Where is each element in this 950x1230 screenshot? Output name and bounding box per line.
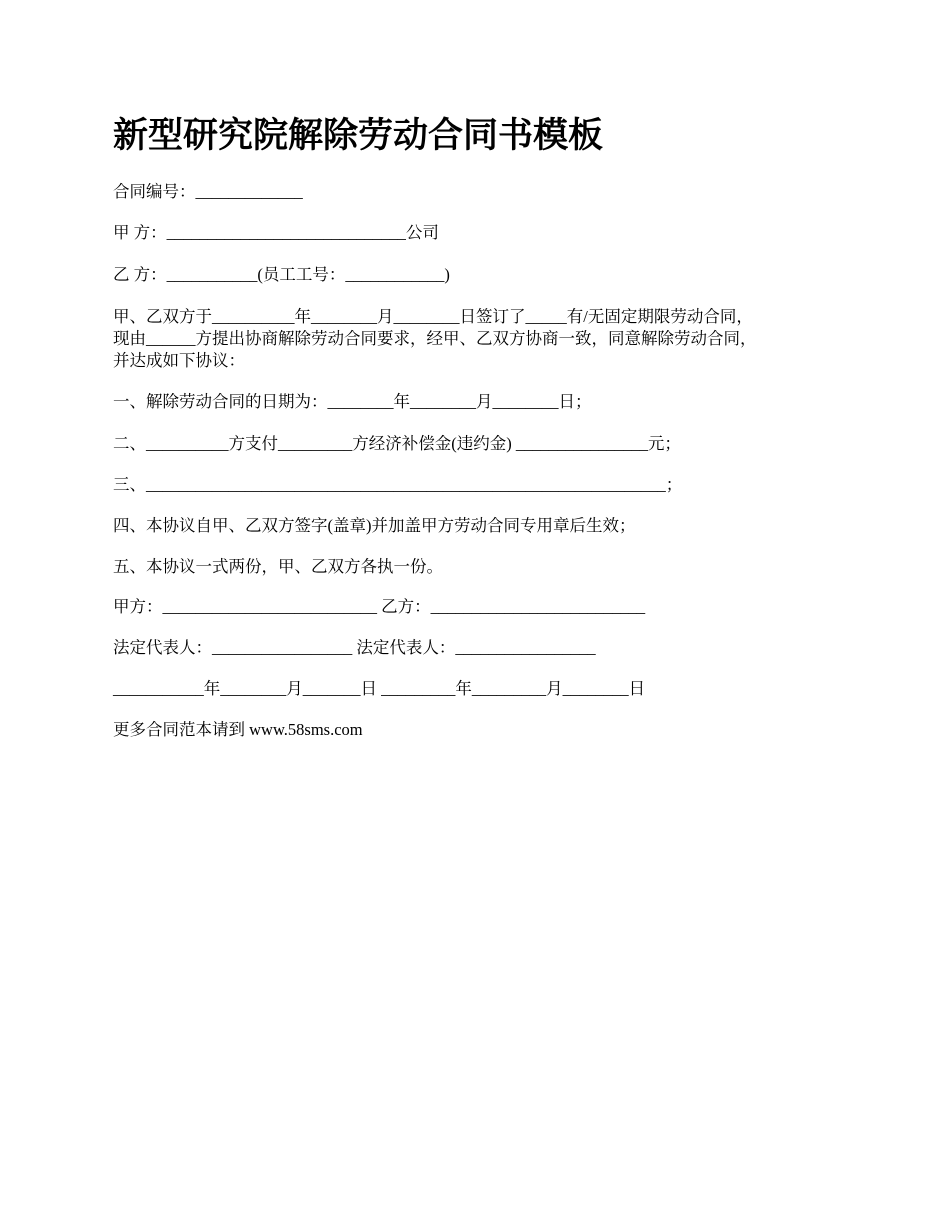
intro-line-2: 现由______方提出协商解除劳动合同要求，经甲、乙双方协商一致，同意解除劳动合同，: [113, 329, 757, 348]
footer-note: 更多合同范本请到 www.58sms.com: [113, 720, 363, 739]
clause-4: 四、本协议自甲、乙双方签字(盖章)并加盖甲方劳动合同专用章后生效；: [113, 516, 636, 535]
party-b-line: 乙 方：___________(员工工号：____________): [113, 265, 450, 284]
clause-3: 三、_______________________________________________________________；: [113, 475, 683, 494]
clause-2: 二、__________方支付_________方经济补偿金(违约金) ________________元；: [113, 434, 681, 453]
clause-1: 一、解除劳动合同的日期为：________年________月________日；: [113, 392, 592, 411]
signature-representatives-line: 法定代表人：_________________ 法定代表人：_________________: [113, 638, 596, 657]
intro-paragraph: [113, 306, 838, 372]
intro-line-1: 甲、乙双方于__________年________月________日签订了_____有/无固定期限劳动合同，: [113, 307, 753, 326]
clause-5: 五、本协议一式两份，甲、乙双方各执一份。: [113, 557, 443, 576]
party-a-line: 甲 方：_____________________________公司: [113, 223, 439, 242]
contract-number-line: 合同编号：_____________: [113, 182, 303, 201]
signature-dates-line: ___________年________月_______日 _________年_________月________日: [113, 679, 646, 698]
signature-parties-line: 甲方：__________________________ 乙方：__________________________: [113, 597, 646, 616]
intro-line-3: 并达成如下协议：: [113, 351, 245, 370]
document-title: 新型研究院解除劳动合同书模板: [113, 115, 604, 156]
